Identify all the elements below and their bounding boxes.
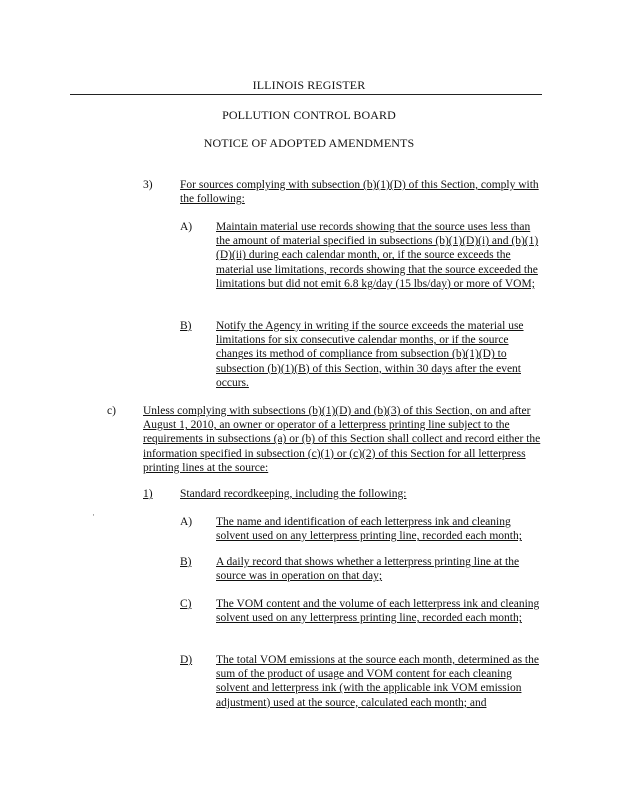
item-1a-text: The name and identification of each letterpress ink and cleaning solvent used on any letterpress printing line, recorded each month; bbox=[216, 516, 522, 543]
item-3a-text: Maintain material use records showing that the source uses less than the amount of material specified in subsections (b)(1)(D)(i) and (b)(1)(D)(ii) during each calendar month, or, if the source exceeds the material use limitations, records showing that the source exceeded the limitations but did not emit 6.8 kg/day (15 lbs/day) or more of VOM; bbox=[216, 221, 539, 290]
item-1a-label: A) bbox=[180, 516, 193, 528]
header-rule bbox=[70, 94, 542, 95]
board-title: POLLUTION CONTROL BOARD bbox=[222, 108, 396, 122]
item-1b-text: A daily record that shows whether a letterpress printing line at the source was in operation on that day; bbox=[216, 556, 520, 583]
item-1b-label: B) bbox=[180, 556, 192, 568]
item-1-label: 1) bbox=[143, 488, 153, 500]
scan-speck: · bbox=[92, 510, 95, 520]
notice-title: NOTICE OF ADOPTED AMENDMENTS bbox=[203, 136, 415, 150]
item-3-text: For sources complying with subsection (b)(1)(D) of this Section, comply with the following: bbox=[180, 179, 539, 206]
item-c-label: c) bbox=[107, 405, 116, 417]
item-3-label: 3) bbox=[143, 179, 153, 191]
item-1c-label: C) bbox=[180, 598, 192, 610]
item-c-text: Unless complying with subsections (b)(1)(D) and (b)(3) of this Section, on and after August 1, 2010, an owner or operator of a letterpress printing line subject to the requirements in subsections (a) or (b) of this Section shall collect and record either the information specified in subsection (c)(1) or (c)(2) of this Section for all letterpress printing lines at the source: bbox=[143, 405, 541, 474]
item-3b-text: Notify the Agency in writing if the source exceeds the material use limitations for six consecutive calendar months, or if the source changes its method of compliance from subsection (b)(1)(D) to subsection (b)(1)(B) of this Section, within 30 days after the event occurs. bbox=[216, 320, 524, 389]
item-3a-label: A) bbox=[180, 221, 193, 233]
item-1c-text: The VOM content and the volume of each letterpress ink and cleaning solvent used on any letterpress printing line, recorded each month; bbox=[216, 598, 540, 625]
register-title: ILLINOIS REGISTER bbox=[252, 78, 366, 92]
item-1d-label: D) bbox=[180, 654, 193, 666]
item-3b-label: B) bbox=[180, 320, 192, 332]
item-1-text: Standard recordkeeping, including the following: bbox=[180, 488, 407, 500]
item-1d-text: The total VOM emissions at the source each month, determined as the sum of the product of usage and VOM content for each cleaning solvent and letterpress ink (with the applicable ink VOM emission adjustment) used at the source, calculated each month; and bbox=[216, 654, 539, 709]
